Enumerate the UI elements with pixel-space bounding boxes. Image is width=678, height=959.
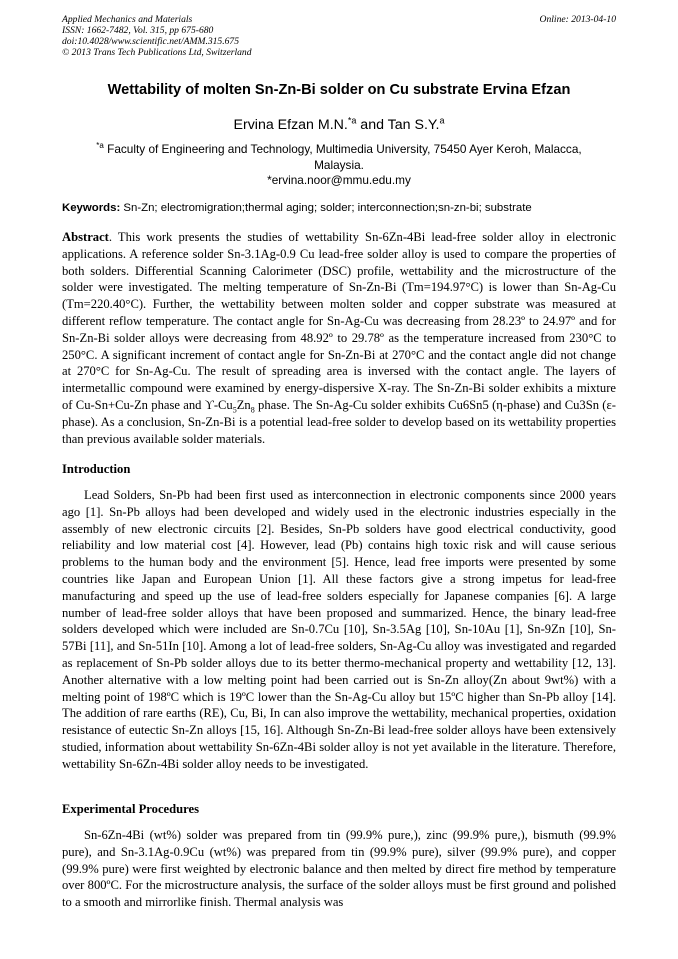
author-1-superscript: *a	[347, 115, 357, 126]
author-line	[40, 116, 638, 134]
journal-header	[62, 14, 616, 58]
abstract-subscript-1: 5	[232, 405, 237, 415]
experimental-paragraph: Sn-6Zn-4Bi (wt%) solder was prepared from tin (99.9% pure,), zinc (99.9% pure,), bismuth (99.9% pure), and Sn-3.1Ag-0.9Cu (wt%) was prepared from tin (99.9% pure), silver (99.9% pure), and copper (99.9% pure) were first weighted by electronic balance and then melted by direct fire method by temperature over 800ºC. For the microstructure analysis, the surface of the solder alloys must be first ground and polished to a smooth and mirrorlike finish. Thermal analysis was	[62, 828, 616, 910]
experimental-heading: Experimental Procedures	[62, 802, 199, 816]
abstract-paragraph	[62, 229, 616, 447]
abstract-text-1: . This work presents the studies of wettability Sn-6Zn-4Bi lead-free solder alloy in electronic applications. A reference solder Sn-3.1Ag-0.9 Cu lead-free solder alloy is used to compare the properties of both solders. Differential Scanning Calorimeter (DSC) profile, wettability and the microstructure of the solder were investigated. The melting temperature of Sn-Zn-Bi (Tm=194.97°C) is lower than Sn-Ag-Cu (Tm=220.40°C). Further, the wettability between molten solder and copper substrate was measured at different reflow temperature. The contact angle for Sn-Ag-Cu was decreasing from 28.23º to 24.97º and for Sn-Zn-Bi solder alloys were decreasing from 48.92º to 29.78º as the temperature increased from 230°C to 250°C. A significant increment of contact angle for Sn-Zn-Bi at 270°C and the contact angle did not change at 270°C for Sn-Ag-Cu. The result of spreading area is inversed with the contact angle. The layers of intermetallic compound were examined by energy-dispersive X-ray. The Sn-Zn-Bi solder exhibits a mixture of Cu-Sn+Cu-Zn phase and ϒ-Cu	[62, 230, 616, 412]
abstract-text-2: phase. The Sn-Ag-Cu solder exhibits Cu6Sn5 (η-phase) and Cu3Sn (ε-phase). As a conclusion, Sn-Zn-Bi is a potential lead-free solder to develop based on its wettability properties than previous available solder materials.	[62, 397, 616, 446]
paper-title: Wettability of molten Sn-Zn-Bi solder on Cu substrate Ervina Efzan	[107, 82, 571, 98]
affiliation-line-2: Malaysia.	[314, 157, 364, 172]
introduction-heading: Introduction	[62, 462, 131, 476]
journal-name: Applied Mechanics and Materials	[62, 14, 193, 25]
journal-doi: doi:10.4028/www.scientific.net/AMM.315.675	[62, 36, 240, 47]
author-email: *ervina.noor@mmu.edu.my	[267, 173, 411, 187]
keywords-label: Keywords:	[62, 202, 121, 214]
abstract-subscript-2: 8	[250, 405, 255, 415]
abstract-text-mid: Zn	[236, 397, 251, 412]
online-date: Online: 2013-04-10	[539, 14, 616, 25]
affiliation-line-1	[62, 142, 616, 158]
keywords	[62, 201, 622, 216]
author-1-name: Ervina Efzan M.N.	[233, 117, 348, 133]
affiliation-text: Faculty of Engineering and Technology, Multimedia University, 75450 Ayer Keroh, Malacca,	[103, 142, 582, 156]
author-2-name: Tan S.Y.	[387, 117, 440, 133]
keywords-text: Sn-Zn; electromigration;thermal aging; solder; interconnection;sn-zn-bi; substrate	[120, 202, 532, 214]
introduction-paragraph: Lead Solders, Sn-Pb had been first used as interconnection in electronic components since 2000 years ago [1]. Sn-Pb alloys had been developed and widely used in the electronic industries especially in the assembly of new electronic circuits [2]. Besides, Sn-Pb solders have good electrical conductivity, good reliability and low material cost [4]. However, lead (Pb) contains high toxic risk and will cause serious problems to the human body and the environment [5]. Hence, lead free imports were presented by some countries like Japan and European Union [1]. All these factors give a strong impetus for lead-free manufacturing and speed up the use of lead-free solders especially for Japanese companies [6]. A large number of lead-free solder alloys that have been proposed and summarized. Hence, the binary lead-free solders developed which were included are Sn-0.7Cu [10], Sn-3.5Ag [10], Sn-10Au [1], Sn-9Zn [10], Sn-57Bi [11], and Sn-51In [10]. Among a lot of lead-free solders, Sn-Ag-Cu alloy was investigated and regarded as replacement of Sn-Pb solder alloys due to its better thermo-mechanical property and wettability [12, 13]. Another alternative with a low melting point had been carried out is Sn-Zn alloy(Zn about 9wt%) with a melting point of 198ºC which is 19ºC lower than the Sn-Ag-Cu alloy but 15ºC higher than Sn-Pb alloy [14]. The addition of rare earths (RE), Cu, Bi, In can also improve the wettability, mechanical properties, oxidation resistance of eutectic Sn-Zn alloys [15, 16]. Although Sn-Zn-Bi lead-free solder alloys have been extensively studied, information about wettability Sn-6Zn-4Bi solder alloy is not yet available in the literature. Therefore, wettability Sn-6Zn-4Bi solder alloy needs to be investigated.	[62, 488, 616, 771]
affiliation-superscript: *a	[96, 141, 104, 151]
author-2-superscript: a	[439, 115, 445, 126]
abstract-label: Abstract	[62, 230, 109, 244]
journal-issn: ISSN: 1662-7482, Vol. 315, pp 675-680	[62, 25, 214, 36]
author-conjunction: and	[356, 117, 388, 133]
affiliation-block	[62, 142, 616, 189]
journal-copyright: © 2013 Trans Tech Publications Ltd, Switzerland	[62, 47, 252, 58]
